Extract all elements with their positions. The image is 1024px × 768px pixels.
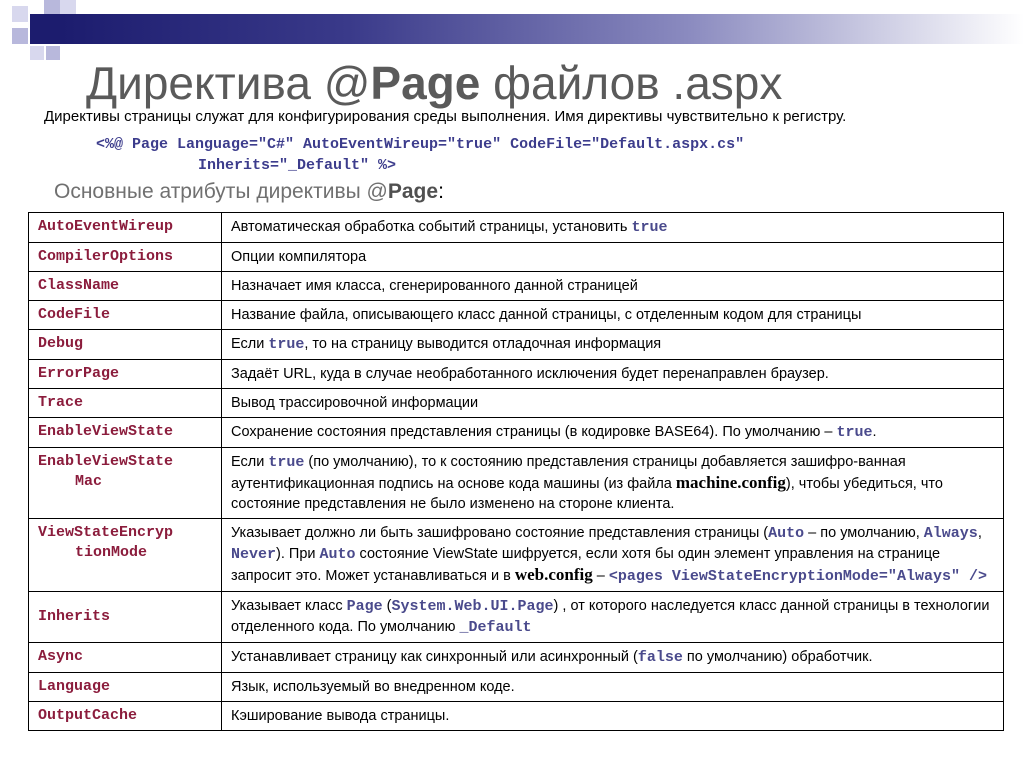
description-text: Язык, используемый во внедренном коде. [231,679,515,695]
attribute-name [29,519,222,592]
attribute-name: AutoEventWireup [29,213,222,243]
attribute-description [222,673,1004,702]
header-gradient-bar [60,14,1024,44]
description-text: Устанавливает страницу как синхронный или асинхронный ( [231,649,638,665]
decor-square [60,0,76,14]
attribute-description [222,418,1004,448]
table-row [29,360,1004,389]
attribute-description [222,702,1004,731]
code-line-2: Inherits="_Default" %> [198,157,397,174]
description-text: – по умолчанию, [804,525,924,541]
table-row [29,418,1004,448]
code-keyword: true [631,219,668,236]
attribute-name-part: tionMode [75,544,148,561]
table-row [29,643,1004,673]
table-row [29,243,1004,272]
intro-text: Директивы страницы служат для конфигурирования среды выполнения. Имя директивы чувствительно к регистру. [44,108,847,125]
title-suffix: файлов .aspx [480,57,783,109]
decor-square [30,14,60,44]
description-text: Задаёт URL, куда в случае необработанного исключения будет перенаправлен браузер. [231,366,829,382]
config-file-name: machine.config [675,473,786,492]
attribute-description [222,272,1004,301]
attribute-name: Inherits [29,592,222,643]
description-text: Вывод трассировочной информации [231,395,479,411]
attribute-description [222,519,1004,592]
attribute-description [222,301,1004,330]
title-prefix: Директива @ [86,57,371,109]
table-row [29,272,1004,301]
attribute-name-part: Mac [75,473,103,490]
description-text: по умолчанию) обработчик. [682,649,873,665]
attribute-description [222,330,1004,360]
attribute-name-part: EnableViewState [38,453,174,470]
decor-square [46,46,60,60]
description-text: . [872,424,877,440]
description-text: ), чтобы убедиться, что состояние представления не было изменено на стороне клиента. [231,476,943,512]
description-text: Если [231,336,269,352]
description-text: ). При [276,546,320,562]
code-keyword: Never [231,546,277,563]
subtitle-colon: : [438,180,444,203]
code-keyword: true [836,424,873,441]
attribute-name: Language [29,673,222,702]
attribute-description [222,243,1004,272]
code-keyword: <pages ViewStateEncryptionMode="Always" /> [608,568,987,585]
attribute-name: EnableViewState [29,418,222,448]
attribute-name: OutputCache [29,702,222,731]
description-text: Сохранение состояния представления страницы (в кодировке BASE64). По умолчанию – [231,424,837,440]
attribute-description [222,360,1004,389]
attribute-description [222,448,1004,519]
description-text: Опции компилятора [231,249,367,265]
code-keyword: Auto [319,546,356,563]
code-keyword: _Default [459,619,532,636]
table-row [29,389,1004,418]
description-text: , то на страницу выводится отладочная информация [304,336,662,352]
code-keyword: false [637,649,683,666]
description-text: , [977,525,982,541]
attribute-name: Async [29,643,222,673]
code-keyword: Auto [768,525,805,542]
description-text: Указывает должно ли быть зашифровано состояние представления страницы ( [231,525,769,541]
subtitle-bold: Page [387,180,439,203]
description-text: ( [382,598,392,614]
attribute-name: CompilerOptions [29,243,222,272]
attribute-name: Debug [29,330,222,360]
attribute-name: CodeFile [29,301,222,330]
description-text: Назначает имя класса, сгенерированного данной страницей [231,278,638,294]
description-text: Автоматическая обработка событий страницы, установить [231,219,632,235]
description-text: Если [231,454,269,470]
description-text: – [592,568,609,584]
code-keyword: true [268,336,305,353]
code-keyword: Always [923,525,978,542]
decor-square [12,6,28,22]
description-text: состояние ViewState шифруется, если хотя бы один элемент управления на странице запросит это. Может устанавливаться и в [231,546,941,584]
code-keyword: System.Web.UI.Page [391,598,554,615]
attribute-description [222,213,1004,243]
description-text: Указывает класс [231,598,347,614]
attributes-table-body [29,213,1004,731]
config-file-name: web.config [514,565,593,584]
table-row [29,213,1004,243]
attribute-name: ErrorPage [29,360,222,389]
description-text: (по умолчанию), то к состоянию представления страницы добавляется зашифро-ванная аутентификационная подпись на основе кода машины (из файла [231,454,906,492]
description-text: ) , от которого наследуется класс данной страницы в технологии отделенного кода. По умолчанию [231,598,990,635]
attribute-name: ClassName [29,272,222,301]
attribute-name [29,448,222,519]
attribute-description [222,643,1004,673]
decor-square [30,46,44,60]
decor-square [44,0,60,14]
table-row [29,592,1004,643]
attributes-table [28,212,1004,731]
attribute-name: Trace [29,389,222,418]
section-subtitle [54,180,444,204]
subtitle-prefix: Основные атрибуты директивы @ [54,180,388,203]
table-row [29,673,1004,702]
title-bold: Page [370,57,481,109]
code-example [96,134,744,176]
attribute-description [222,389,1004,418]
attribute-description [222,592,1004,643]
description-text: Кэширование вывода страницы. [231,708,450,724]
description-text: Название файла, описывающего класс данной страницы, с отделенным кодом для страницы [231,307,862,323]
table-row [29,301,1004,330]
table-row [29,448,1004,519]
code-keyword: Page [346,598,383,615]
code-keyword: true [268,454,305,471]
code-line-1: <%@ Page Language="C#" AutoEventWireup="true" CodeFile="Default.aspx.cs" [96,136,745,153]
table-row [29,330,1004,360]
attribute-name-part: ViewStateEncryp [38,524,174,541]
decor-square [12,28,28,44]
slide-title [86,56,782,110]
table-row [29,519,1004,592]
table-row [29,702,1004,731]
